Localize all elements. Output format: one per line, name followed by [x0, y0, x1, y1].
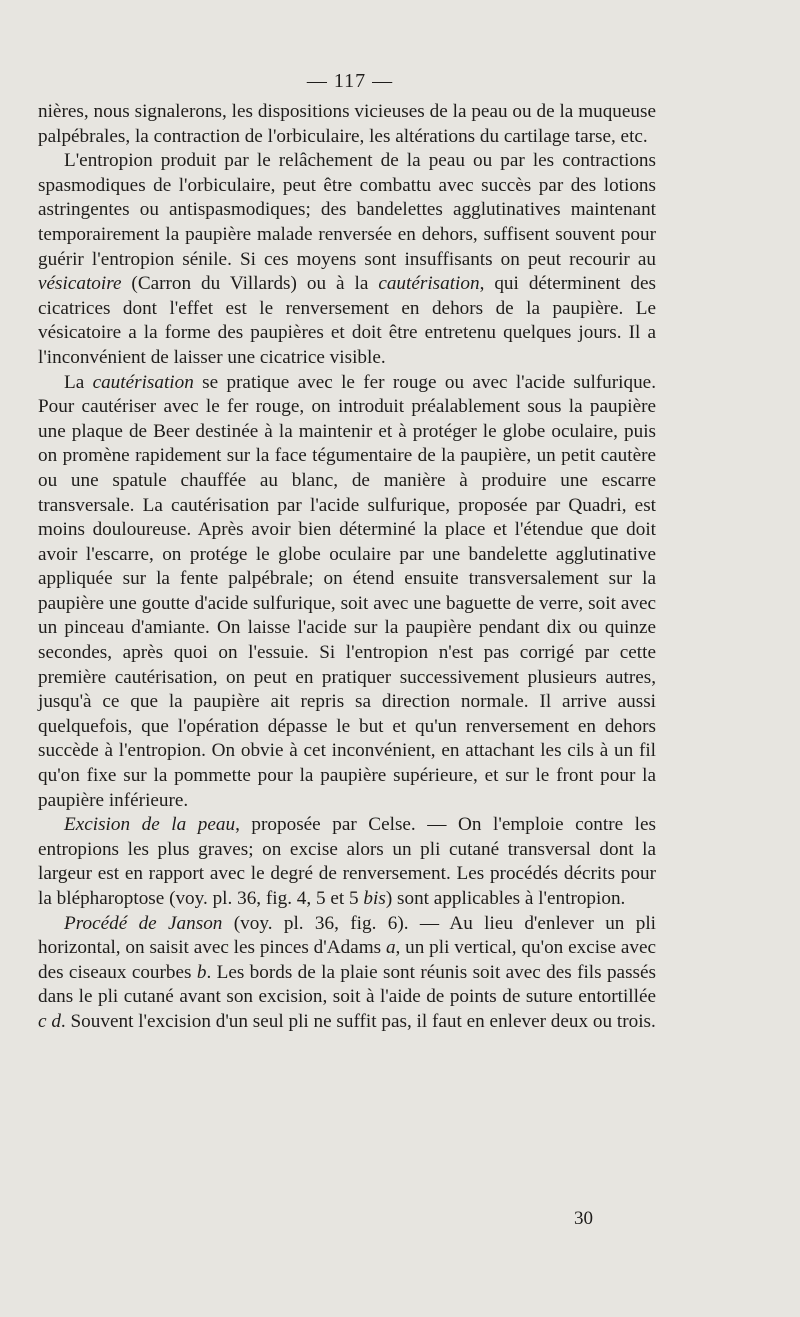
paragraph — [38, 100, 656, 149]
body-text — [38, 100, 656, 1035]
text-run: ) sont applicables à l'entropion. — [385, 888, 626, 909]
italic-run: Procédé de Janson — [64, 912, 223, 934]
paragraph — [38, 813, 656, 911]
paragraph — [38, 371, 656, 814]
signature-mark: 30 — [574, 1208, 593, 1229]
italic-run: b — [196, 961, 207, 983]
italic-run: c d — [38, 1010, 61, 1032]
italic-run: cautérisation — [378, 273, 480, 295]
italic-run: a — [385, 937, 396, 959]
text-run: . Souvent l'excision d'un seul pli ne suffit pas, il faut en enlever deux ou trois. — [60, 1010, 656, 1032]
italic-run: vésicatoire — [38, 273, 122, 295]
paragraph — [38, 149, 656, 370]
text-run: , un pli vertical, qu'on excise avec des ciseaux courbes — [38, 937, 656, 983]
paragraph — [38, 912, 656, 1035]
text-run: , qui déterminent des cicatrices dont l'effet est le renversement en dehors de la paupière. Le vésicatoire a la forme des paupières et doit être entretenu quelques jours. Il a l'inconvénient de laisser une cicatrice visible. — [38, 273, 656, 368]
italic-run: cautérisation — [92, 371, 194, 393]
text-run: nières, nous signalerons, les dispositions vicieuses de la peau ou de la muqueuse palpébrales, la contraction de l'orbiculaire, les altérations du cartilage tarse, etc. — [38, 101, 656, 147]
text-run: (voy. pl. 36, fig. 6). — Au lieu d'enlever un pli horizontal, on saisit avec les pinces d'Adams — [38, 912, 656, 959]
italic-run: Excision de la peau — [64, 814, 236, 836]
text-run: se pratique avec le fer rouge ou avec l'acide sulfurique. Pour cautériser avec le fer rouge, on introduit préalablement sous la paupière une plaque de Beer destinée à la maintenir et à protéger le globe oculaire, puis on promène rapidement sur la face tégumentaire de la paupière, un petit cautère ou une spatule chauffée au blanc, de manière à produire une escarre transversale. La cautérisation par l'acide sulfurique, proposée par Quadri, est moins douloureuse. Après avoir bien déterminé la place et l'étendue que doit avoir l'escarre, on protége le globe oculaire par une bandelette agglutinative appliquée sur la fente palpébrale; on étend ensuite transversalement sur la paupière une goutte d'acide sulfurique, soit avec une baguette de verre, soit avec un pinceau d'amiante. On laisse l'acide sur la paupière pendant dix ou quinze secondes, après quoi on l'essuie. Si l'entropion n'est pas corrigé par cette première cautérisation, on peut en pratiquer successivement plusieurs autres, jusqu'à ce que la paupière ait repris sa direction normale. Il arrive aussi quelquefois, que l'opération dépasse le but et qu'un renversement en dehors succède à l'entropion. On obvie à cet inconvénient, en attachant les cils à un fil qu'on fixe sur la pommette pour la paupière supérieure, et sur le front pour la paupière inférieure. — [38, 371, 656, 811]
italic-run: bis — [363, 888, 386, 909]
text-run: , proposée par Celse. — On l'emploie contre les entropions les plus graves; on excise alors un pli cutané transversal dont la largeur est en rapport avec le degré de renversement. Les procédés décrits pour la blépharoptose (voy. pl. 36, fig. 4, 5 et 5 — [38, 814, 656, 909]
text-run: . Les bords de la plaie sont réunis soit avec des fils passés dans le pli cutané avant son excision, soit à l'aide de points de suture entortillée — [38, 961, 656, 1008]
text-run: (Carron du Villards) ou à la — [121, 273, 379, 295]
text-run: La — [64, 371, 93, 393]
page-header: — 117 — — [306, 70, 394, 92]
text-run: L'entropion produit par le relâchement de la peau ou par les contractions spasmodiques de l'orbiculaire, peut être combattu avec succès par des lotions astringentes ou antispasmodiques; des bandelettes agglutinatives maintenant temporairement la paupière malade renversée en dehors, suffisent souvent pour guérir l'entropion sénile. Si ces moyens sont insuffisants on peut recourir au — [38, 150, 656, 270]
